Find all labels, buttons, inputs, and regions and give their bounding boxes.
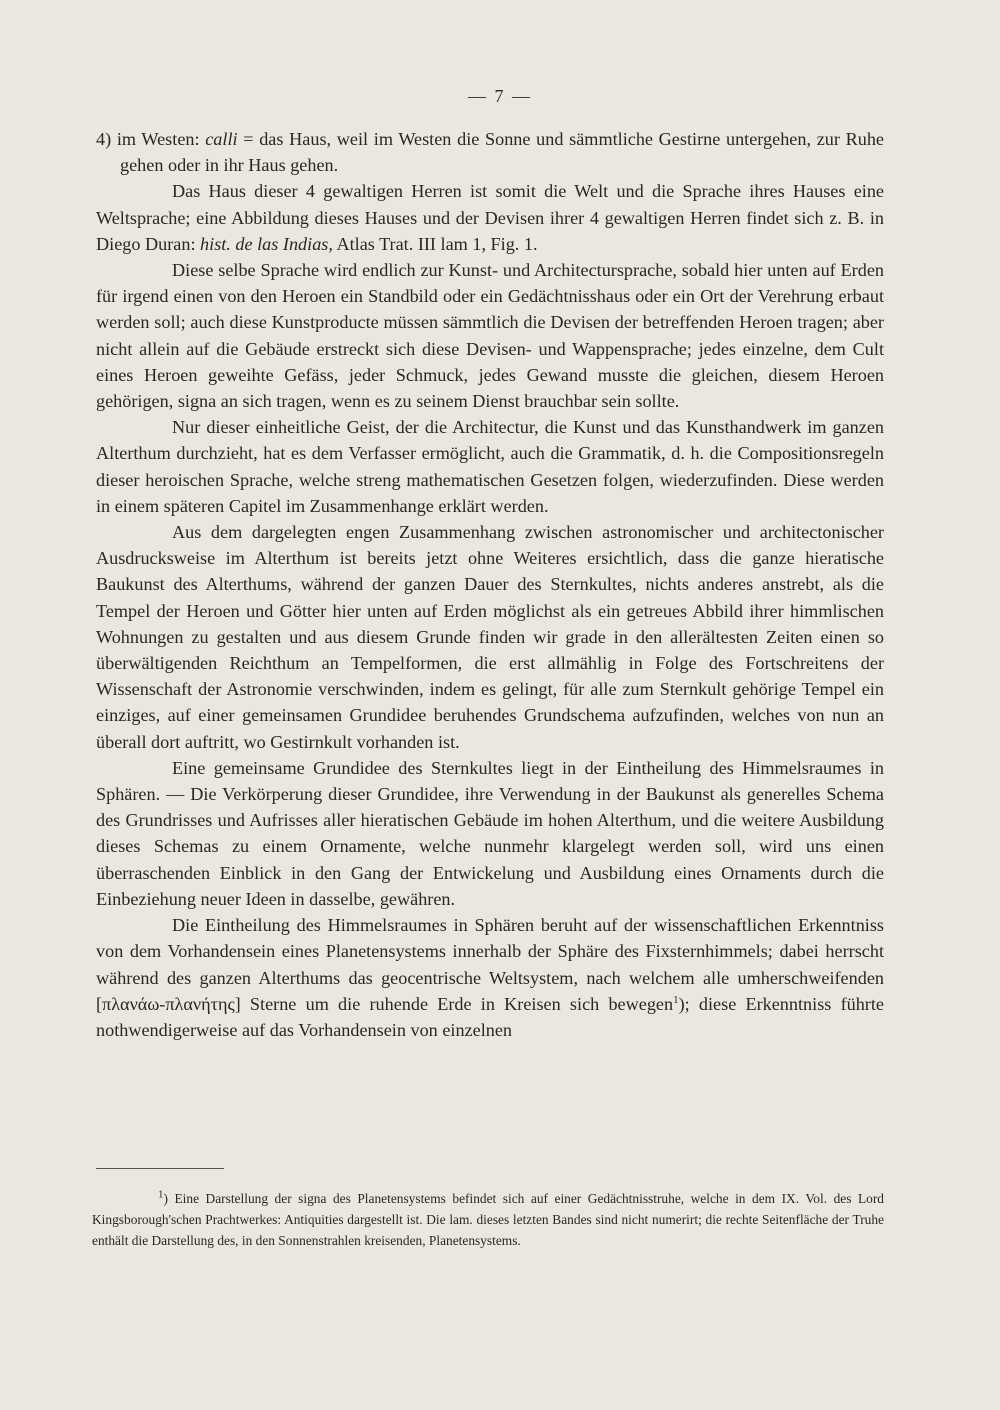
- paragraph-2: Diese selbe Sprache wird endlich zur Kunst- und Architectursprache, sobald hier unten auf Erden für irgend einen von den Heroen ein Standbild oder ein Gedächtnisshaus oder ein Ort der Verehrung erbaut werden soll; auch diese Kunstproducte müssen sämmtlich die Devisen der betreffenden Heroen tragen; aber nicht allein auf die Gebäude erstreckt sich diese Devisen- und Wappensprache; jedes einzelne, dem Cult eines Heroen geweihte Gefäss, jeder Schmuck, jedes Gewand musste die gleichen, diesem Heroen gehörigen, signa an sich tragen, wenn es zu seinem Dienst brauchbar sein sollte.: [96, 260, 884, 412]
- footnote-divider: [96, 1168, 224, 1169]
- text-span: Das Haus dieser 4 gewaltigen Herren ist somit die Welt und die Sprache ihres Hauses eine Weltsprache; eine Abbildung dieses Hauses und der Devisen ihrer 4 gewaltigen Herren findet sich z. B. in Diego Duran:: [96, 181, 884, 254]
- text-span: 4) im Westen:: [96, 129, 206, 149]
- paragraph-5: Eine gemeinsame Grundidee des Sternkultes liegt in der Eintheilung des Himmelsraumes in Sphären. — Die Verkörperung dieser Grundidee, ihre Verwendung in der Baukunst als generelles Schema des Grundrisses und Aufrisses aller hieratischen Gebäude im hohen Alterthum, und die weitere Ausbildung dieses Schemas zu einem Ornamente, welche nunmehr klargelegt werden soll, wird uns einen überraschenden Einblick in den Gang der Entwickelung und Ausbildung eines Ornaments durch die Einbeziehung neuer Ideen in dasselbe, gewähren.: [96, 757, 884, 909]
- text-span: Die Eintheilung des Himmelsraumes in Sphären beruht auf der wissenschaftlichen Erkenntniss von dem Vorhandensein eines Planetensystems innerhalb der Sphäre des Fixsternhimmels; dabei herrscht während des ganzen Alterthums das geocentrische Weltsystem, nach welchem alle umherschweifenden [πλανάω-πλανήτης] Sterne um die ruhende Erde in Kreisen sich bewegen: [96, 915, 884, 1014]
- text-span: Atlas Trat. III lam 1, Fig. 1.: [332, 233, 538, 254]
- text-span: = das Haus, weil im Westen die Sonne und sämmtliche Gestirne untergehen, zur Ruhe gehen oder in ihr Haus gehen.: [120, 129, 884, 176]
- footnote-paragraph: [92, 1188, 884, 1251]
- italic-term: calli: [205, 129, 238, 149]
- paragraph-3: Nur dieser einheitliche Geist, der die Architectur, die Kunst und das Kunsthandwerk im ganzen Alterthum durchzieht, hat es dem Verfasser ermöglicht, auch die Grammatik, d. h. die Compositionsregeln dieser heroischen Sprache, welche streng mathematischen Gesetzen folgen, wiederzufinden. Diese werden in einem späteren Capitel im Zusammenhange erklärt werden.: [96, 417, 884, 516]
- paragraph-6: [96, 912, 884, 1043]
- italic-citation: hist. de las Indias,: [200, 233, 333, 254]
- text-span: ); diese Erkenntniss führte nothwendigerweise auf das Vorhandensein von einzelnen: [96, 993, 884, 1040]
- paragraph-item-4: [96, 126, 884, 178]
- paragraph-4: Aus dem dargelegten engen Zusammenhang zwischen astronomischer und architectonischer Ausdrucksweise im Alterthum ist bereits jetzt ohne Weiteres ersichtlich, dass die ganze hieratische Baukunst des Alterthums, während der ganzen Dauer des Sternkultes, nichts anderes anstrebt, als die Tempel der Heroen und Götter hier unten auf Erden möglichst als ein getreues Abbild ihrer himmlischen Wohnungen zu gestalten und aus diesem Grunde finden wir grade in den allerältesten Zeiten einen so überwältigenden Reichthum an Tempelformen, die erst allmählig in Folge des Fortschreitens der Wissenschaft der Astronomie verschwinden, indem es gelingt, für alle zum Sternkult gehörige Tempel ein einziges, auf einer gemeinsamen Grundidee beruhendes Grundschema aufzufinden, welches von nun an überall dort auftritt, wo Gestirnkult vorhanden ist.: [96, 522, 884, 752]
- footnote: [92, 1188, 884, 1251]
- footnote-text: ) Eine Darstellung der signa des Planetensystems befindet sich auf einer Gedächtnisstruhe, welche in dem IX. Vol. des Lord Kingsborough'schen Prachtwerkes: Antiquities dargestellt ist. Die lam. dieses letzten Bandes sind nicht numerirt; die rechte Seitenfläche der Truhe enthält die Darstellung des, in den Sonnenstrahlen kreisenden, Planetensystems.: [92, 1191, 884, 1248]
- footnote-reference: 1: [673, 993, 679, 1006]
- body-text: [96, 126, 884, 1043]
- footnote-marker: 1: [158, 1188, 164, 1201]
- paragraph-1: [96, 178, 884, 257]
- page-number: — 7 —: [468, 86, 532, 106]
